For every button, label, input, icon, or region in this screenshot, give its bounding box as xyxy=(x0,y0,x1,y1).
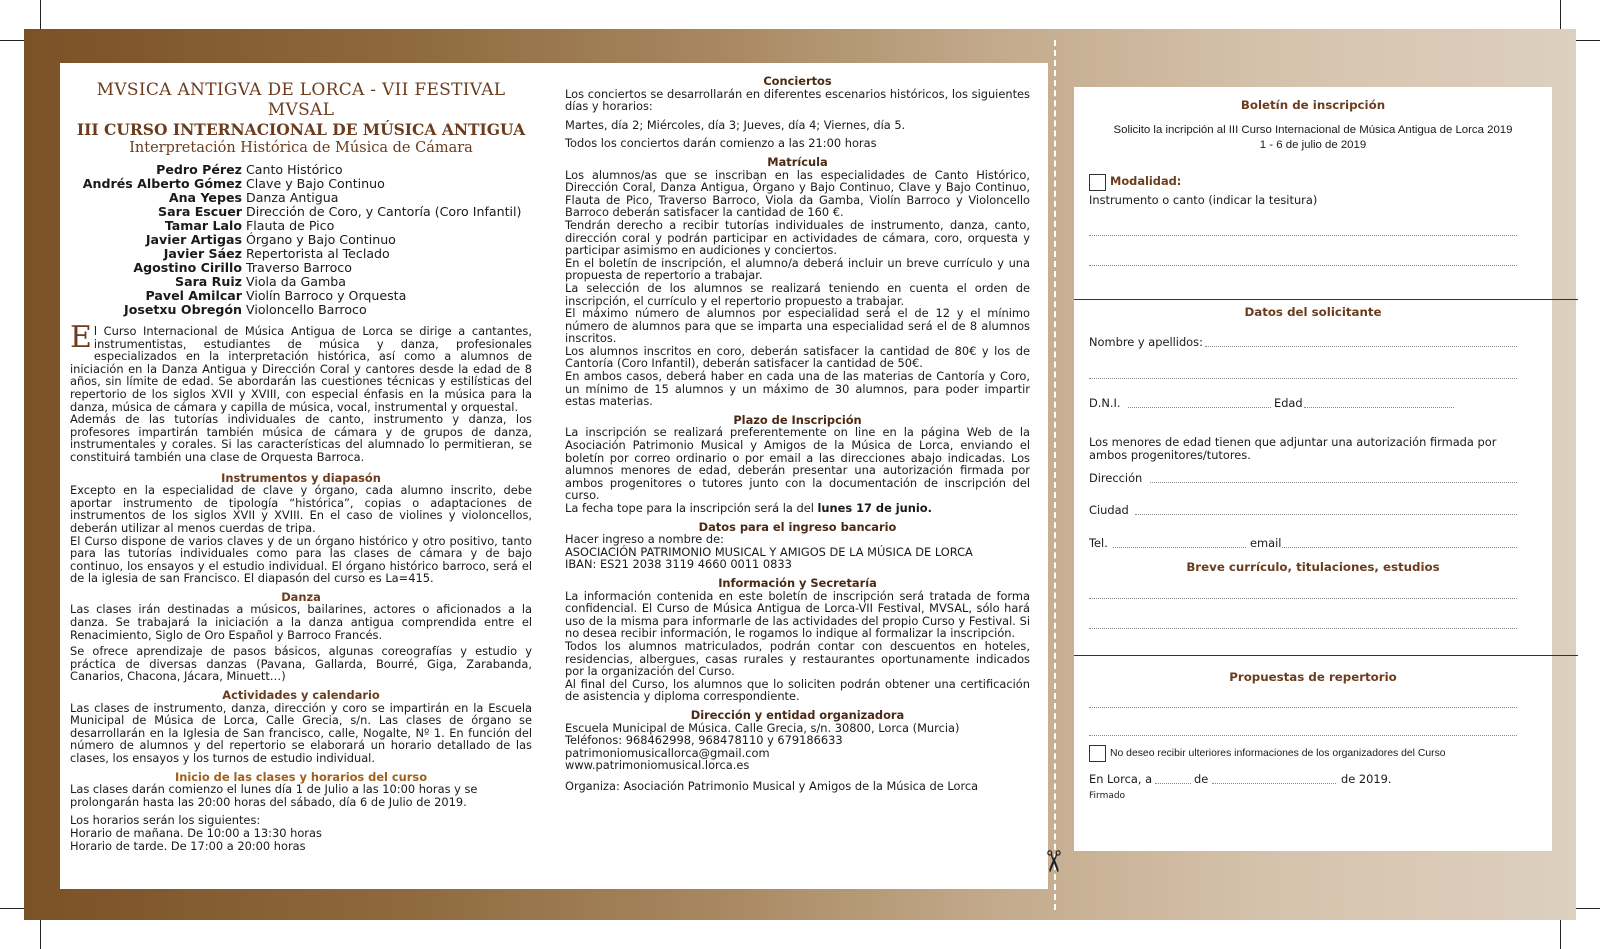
teacher-subject: Clave y Bajo Continuo xyxy=(246,176,385,191)
column-middle xyxy=(565,72,1030,792)
paragraph: Tendrán derecho a recibir tutorías individuales de instrumento, danza, canto, dirección coral y podrán participar en actividades de cámara, coro, orquesta y participar asimismo en audiciones y conciertos. xyxy=(565,217,1030,258)
paragraph: En el boletín de inscripción, el alumno/a deberá incluir un breve currículo y una propuesta de repertorio a trabajar. xyxy=(565,255,1030,283)
teacher-subject: Dirección de Coro, y Cantoría (Coro Infantil) xyxy=(246,204,522,219)
paragraph: La selección de los alumnos se realizará teniendo en cuenta el orden de inscripción, el currículo y el repertorio propuesto a trabajar. xyxy=(565,280,1030,308)
curriculo-title: Breve currículo, titulaciones, estudios xyxy=(1186,560,1440,574)
teacher-row xyxy=(70,205,532,219)
teacher-subject: Flauta de Pico xyxy=(246,218,335,233)
crop-mark xyxy=(1560,0,1561,30)
modalidad-checkbox[interactable] xyxy=(1089,174,1106,191)
teacher-name: Sara Ruiz xyxy=(175,274,242,289)
festival-title: MVSICA ANTIGVA DE LORCA - VII FESTIVAL MVSAL xyxy=(96,80,506,120)
paragraph: Los alumnos inscritos en coro, deberán satisfacer la cantidad de 80€ y los de Cantoría (Coro Infantil), deberán satisfacer la cantidad de 50€. xyxy=(565,343,1030,371)
dni-field[interactable] xyxy=(1128,407,1271,408)
section-title-plazo: Plazo de Inscripción xyxy=(733,412,862,427)
year-label: de 2019. xyxy=(1341,772,1392,786)
teacher-subject: Traverso Barroco xyxy=(246,260,352,275)
paragraph: Las clases irán destinadas a músicos, bailarines, actores o aficionados a la danza. Se trabajará la iniciación a la danza antigua comprendida entre el Renacimiento, Siglo de Oro Español y Barroco Francés. xyxy=(70,602,532,642)
teacher-row xyxy=(70,177,532,191)
section-title-info: Información y Secretaría xyxy=(718,575,877,590)
paragraph: Al final del Curso, los alumnos que lo soliciten podrán obtener una certificación de asistencia y diploma correspondiente. xyxy=(565,676,1030,704)
paragraph: Martes, día 2; Miércoles, día 3; Jueves, día 4; Viernes, día 5. xyxy=(565,117,906,132)
phone-line: Teléfonos: 968462998, 968478110 y 679186633 xyxy=(565,733,843,748)
bank-line: ASOCIACIÓN PATRIMONIO MUSICAL Y AMIGOS DE LA MÚSICA DE LORCA xyxy=(565,544,973,559)
teacher-subject: Danza Antigua xyxy=(246,190,339,205)
instrumento-field[interactable] xyxy=(1089,265,1517,266)
no-info-label: No deseo recibir ulteriores informaciones de los organizadores del Curso xyxy=(1110,748,1446,759)
teacher-row xyxy=(70,303,532,317)
teacher-subject: Canto Histórico xyxy=(246,162,343,177)
direccion-label: Dirección xyxy=(1089,471,1143,485)
paragraph: Excepto en la especialidad de clave y órgano, cada alumno inscrito, debe aportar instrumento de tipología “histórica”, copias o adaptaciones de instrumentos de los siglos XVII y XVIII. En el caso de violines y violoncellos, deberán utilizar al menos cuerdas de tripa. xyxy=(70,483,532,535)
section-title-banco: Datos para el ingreso bancario xyxy=(698,519,897,534)
paragraph: Horario de mañana. De 10:00 a 13:30 horas xyxy=(70,825,322,840)
teacher-row xyxy=(70,247,532,261)
organizer-line: Organiza: Asociación Patrimonio Musical y Amigos de la Música de Lorca xyxy=(565,778,979,793)
teacher-name: Pavel Amilcar xyxy=(145,288,242,303)
teacher-name: Josetxu Obregón xyxy=(124,302,242,317)
teacher-row xyxy=(70,163,532,177)
nombre-label: Nombre y apellidos: xyxy=(1089,335,1203,349)
teacher-name: Ana Yepes xyxy=(168,190,242,205)
paragraph: Las clases darán comienzo el lunes día 1 de Julio a las 10:00 horas y se prolongarán hasta las 20:00 horas del sábado, día 6 de Julio de 2019. xyxy=(70,782,478,809)
menores-notice: Los menores de edad tienen que adjuntar una autorización firmada por ambos progenitores/tutores. xyxy=(1089,435,1497,462)
section-title-direccion: Dirección y entidad organizadora xyxy=(690,707,905,722)
intro-paragraph: Además de las tutorías individuales de canto, instrumento y danza, los profesores impartirán también música de cámara y de grupos de danza, instrumentales y corales. Si las características del alumnado lo permitieran, se constituirá también una clase de Orquesta Barroca. xyxy=(70,412,532,464)
section-title-actividades: Actividades y calendario xyxy=(222,688,380,703)
paragraph: Los conciertos se desarrollarán en diferentes escenarios históricos, los siguientes días y horarios: xyxy=(565,86,1030,114)
repertorio-field[interactable] xyxy=(1089,735,1517,736)
email-label: email xyxy=(1250,536,1282,550)
email-link[interactable]: patrimoniomusicallorca@gmail.com xyxy=(565,745,770,760)
section-title-matricula: Matrícula xyxy=(767,154,828,169)
form-request-text: Solicito la incripción al III Curso Internacional de Música Antigua de Lorca 2019 xyxy=(1113,124,1513,136)
instrumento-label: Instrumento o canto (indicar la tesitura) xyxy=(1089,193,1318,207)
crop-mark xyxy=(40,920,41,949)
form-title: Boletín de inscripción xyxy=(1240,98,1386,112)
dni-label: D.N.I. xyxy=(1089,396,1121,410)
teacher-name: Tamar Lalo xyxy=(164,218,242,233)
paragraph: Horario de tarde. De 17:00 a 20:00 horas xyxy=(70,838,306,853)
teacher-row xyxy=(70,219,532,233)
teacher-row xyxy=(70,191,532,205)
email-field[interactable] xyxy=(1282,547,1517,548)
day-field[interactable] xyxy=(1155,783,1191,784)
website-link[interactable]: www.patrimoniomusical.lorca.es xyxy=(565,758,750,773)
bank-line: Hacer ingreso a nombre de: xyxy=(565,532,724,547)
nombre-field[interactable] xyxy=(1205,346,1517,347)
teacher-name: Pedro Pérez xyxy=(156,162,242,177)
teacher-name: Javier Artigas xyxy=(145,232,242,247)
paragraph xyxy=(565,502,1030,515)
tel-field[interactable] xyxy=(1113,547,1246,548)
nombre-field-2[interactable] xyxy=(1089,378,1517,379)
lorca-label: En Lorca, a xyxy=(1089,772,1153,786)
scissors-icon: ✂ xyxy=(1035,848,1071,875)
paragraph: En ambos casos, deberá haber en cada una de las materias de Cantoría y Coro, un mínimo de 15 alumnos y un máximo de 30 alumnos, para poder impartir estas materias. xyxy=(565,369,1030,409)
de-label: de xyxy=(1194,772,1209,786)
paragraph: El Curso dispone de varios claves y de un órgano histórico y otro positivo, tanto para las tutorías individuales como para las clases de cámara y de bajo continuo, los ensayos y el estudio individual. El órgano histórico barroco, será el de la iglesia de san Francisco. El diapasón del curso es La=415. xyxy=(70,533,532,586)
teacher-subject: Repertorista al Teclado xyxy=(246,246,390,261)
section-divider xyxy=(1074,299,1578,300)
ciudad-label: Ciudad xyxy=(1089,503,1129,517)
section-title-conciertos: Conciertos xyxy=(763,74,832,88)
paragraph: Las clases de instrumento, danza, dirección y coro se impartirán en la Escuela Municipal de Música de Lorca, Calle Grecia, s/n. Las clases de órgano se desarrollarán en la Iglesia de San francisco, calle, Nogalte, Nº 1. En función del número de alumnos y del repertorio se elaborará un horario detallado de las clases, los ensayos y los turnos de estudio individual. xyxy=(70,700,532,765)
curriculo-field[interactable] xyxy=(1089,598,1517,599)
repertorio-title: Propuestas de repertorio xyxy=(1229,670,1397,684)
instrumento-field[interactable] xyxy=(1089,235,1517,236)
paragraph: Los alumnos/as que se inscriban en las especialidades de Canto Histórico, Dirección Coral, Danza Antigua, Órgano y Bajo Continuo, Clave y Bajo Continuo, Flauta de Pico, Traverso Barroco, Viola da Gamba, Violín Barroco y Violoncello Barroco deberán satisfacer la cantidad de 160 €. xyxy=(565,167,1030,220)
course-subtitle: Interpretación Histórica de Música de Cámara xyxy=(129,140,473,156)
paragraph: Todos los conciertos darán comienzo a las 21:00 horas xyxy=(565,136,877,151)
intro-text xyxy=(70,320,532,464)
teacher-name: Andrés Alberto Gómez xyxy=(82,176,242,191)
firmado-label: Firmado xyxy=(1089,791,1126,801)
crop-mark xyxy=(1560,920,1561,949)
teacher-subject: Órgano y Bajo Continuo xyxy=(246,232,396,247)
teacher-row xyxy=(70,289,532,303)
teacher-row xyxy=(70,233,532,247)
no-info-checkbox[interactable] xyxy=(1089,745,1106,762)
paragraph: Se ofrece aprendizaje de pasos básicos, algunas coreografías y estudio y práctica de diversas danzas (Pavana, Gallarda, Bourré, Giga, Zarabanda, Canarios, Chacona, Jácara, Minuett…) xyxy=(70,644,532,684)
section-divider xyxy=(1074,655,1578,656)
teacher-subject: Viola da Gamba xyxy=(246,274,346,289)
paragraph: El máximo número de alumnos por especialidad será el de 12 y el mínimo número de alumnos para que se imparta una especialidad será el de 8 alumnos inscritos. xyxy=(565,306,1030,346)
modalidad-label: Modalidad: xyxy=(1110,174,1182,188)
teacher-row xyxy=(70,275,532,289)
course-title: III CURSO INTERNACIONAL DE MÚSICA ANTIGUA xyxy=(76,120,526,139)
deadline-text: La fecha tope para la inscripción será la del xyxy=(565,501,818,515)
direccion-field[interactable] xyxy=(1150,482,1517,483)
ciudad-field[interactable] xyxy=(1135,514,1517,515)
tel-label: Tel. xyxy=(1089,536,1108,550)
drop-cap: E xyxy=(70,320,92,355)
month-field[interactable] xyxy=(1212,783,1336,784)
teacher-name: Agostino Cirillo xyxy=(133,260,242,275)
paragraph: Los horarios serán los siguientes: xyxy=(70,813,261,828)
crop-mark xyxy=(40,0,41,30)
repertorio-field[interactable] xyxy=(1089,707,1517,708)
cut-line xyxy=(1054,40,1056,910)
address-line: Escuela Municipal de Música. Calle Grecia, s/n. 30800, Lorca (Murcia) xyxy=(565,720,960,735)
teacher-subject: Violín Barroco y Orquesta xyxy=(246,288,407,303)
form-dates: 1 - 6 de julio de 2019 xyxy=(1259,139,1367,151)
deadline-date: lunes 17 de junio. xyxy=(817,501,932,515)
section-title-instrumentos: Instrumentos y diapasón xyxy=(221,470,381,485)
datos-title: Datos del solicitante xyxy=(1244,305,1382,319)
paragraph: La inscripción se realizará preferentemente on line en la página Web de la Asociación Patrimonio Musical y Amigos de la Música de Lorca, enviando el boletín por correo ordinario o por email a las direcciones abajo indicadas. Los alumnos menores de edad, deberán presentar una autorización firmada por ambos progenitores o tutores junto con la documentación de inscripción del curso. xyxy=(565,425,1030,503)
section-title-inicio: Inicio de las clases y horarios del curso xyxy=(174,769,428,784)
column-left xyxy=(70,80,532,852)
edad-label: Edad xyxy=(1274,396,1303,410)
teachers-list xyxy=(70,163,532,317)
teacher-name: Sara Escuer xyxy=(158,204,242,219)
edad-field[interactable] xyxy=(1304,407,1454,408)
curriculo-field[interactable] xyxy=(1089,628,1517,629)
section-title-danza: Danza xyxy=(281,589,321,604)
teacher-name: Javier Sáez xyxy=(163,246,242,261)
teacher-subject: Violoncello Barroco xyxy=(246,302,367,317)
paragraph: La información contenida en este boletín de inscripción será tratada de forma confidencial. El Curso de Música Antigua de Lorca-VII Festival, MVSAL, sólo hará uso de la misma para informarle de las actividades del propio Curso y Festival. Si no desea recibir información, le rogamos lo indique al formalizar la inscripción. xyxy=(565,588,1030,641)
paragraph: Todos los alumnos matriculados, podrán contar con descuentos en hoteles, residencias, albergues, casas rurales y restaurantes oportunamente indicados por la organización del Curso. xyxy=(565,638,1030,679)
teacher-row xyxy=(70,261,532,275)
intro-paragraph: l Curso Internacional de Música Antigua de Lorca se dirige a cantantes, instrumentistas, estudiantes de música y danza, profesionales especializados en la interpretación histórica, así como a alumnos de iniciación en la Danza Antigua y Dirección Coral y cantores desde la edad de 8 años, sin límite de edad. Se abordarán las cuestiones técnicas y estilísticas del repertorio de los siglos XVII y XVIII, con especial énfasis en la música para la danza, música de cámara y capilla de música, vocal, instrumental y orquestal. xyxy=(70,324,532,414)
bank-iban: IBAN: ES21 2038 3119 4660 0011 0833 xyxy=(565,557,792,572)
